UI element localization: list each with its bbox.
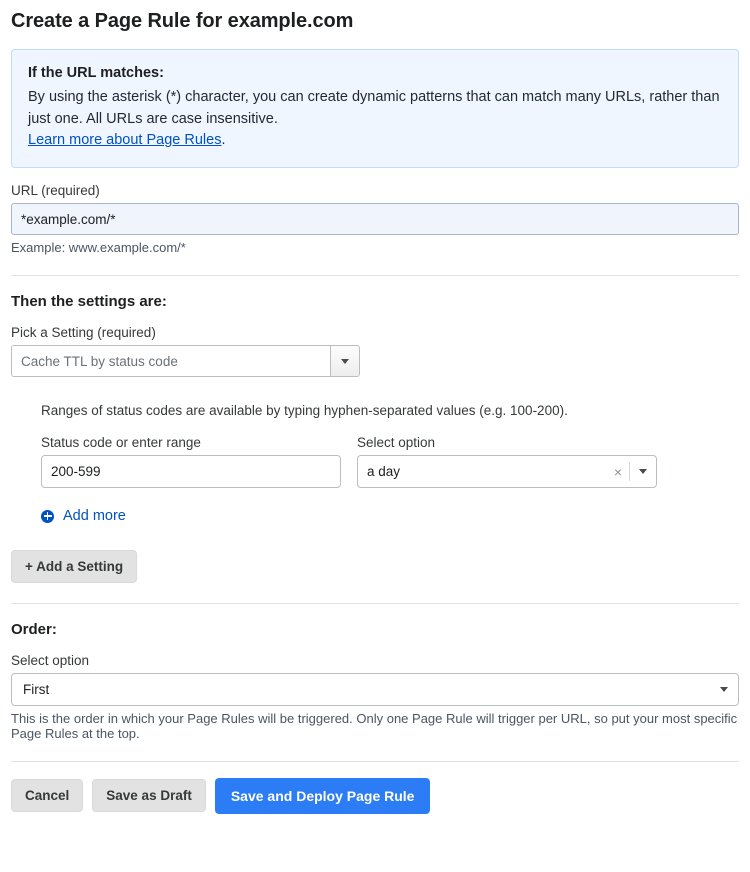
status-code-field (41, 435, 341, 488)
divider-settings (11, 275, 739, 276)
pick-setting-dropdown-button[interactable] (330, 346, 359, 376)
callout-line-1: By using the asterisk (*) character, you can create dynamic patterns that can match many URLs, (28, 88, 646, 105)
url-match-callout (11, 49, 739, 168)
status-option-row (41, 435, 739, 488)
cancel-button[interactable]: Cancel (11, 779, 83, 812)
status-code-input[interactable] (41, 455, 341, 488)
page-title: Create a Page Rule for example.com (11, 10, 354, 32)
order-help-text (11, 711, 739, 741)
add-more-button[interactable] (41, 508, 126, 524)
order-select-label: Select option (11, 652, 90, 668)
chevron-down-icon (639, 469, 647, 474)
clear-icon[interactable]: × (613, 463, 623, 480)
form-actions (11, 778, 739, 832)
ttl-option-value: a day (367, 464, 401, 479)
pick-setting-select[interactable] (11, 345, 360, 377)
status-code-label: Status code or enter range (41, 435, 201, 450)
plus-circle-icon (41, 510, 54, 523)
add-a-setting-button[interactable]: + Add a Setting (11, 550, 137, 583)
cache-ttl-settings-block (41, 403, 739, 528)
add-setting-wrap (11, 550, 739, 583)
pick-setting-label: Pick a Setting (required) (11, 325, 156, 340)
save-and-deploy-button[interactable]: Save and Deploy Page Rule (215, 778, 431, 814)
url-input[interactable] (11, 203, 739, 235)
chevron-down-icon (720, 687, 728, 692)
ttl-option-dropdown-button[interactable] (630, 469, 656, 474)
status-range-note: Ranges of status codes are available by typing hyphen-separated values (e.g. 100-200). (41, 403, 568, 418)
order-help-line-2: most specific Page Rules at the top. (11, 710, 738, 741)
url-label: URL (required) (11, 183, 100, 198)
page-rule-form (0, 10, 750, 832)
learn-more-link[interactable]: Learn more about Page Rules (28, 132, 222, 149)
add-more-label: Add more (63, 508, 126, 524)
ttl-option-label: Select option (357, 435, 436, 450)
pick-setting-value: Cache TTL by status code (12, 346, 330, 376)
order-select-value: First (23, 681, 50, 697)
callout-period: . (221, 132, 226, 149)
ttl-option-select[interactable] (357, 455, 657, 488)
order-select[interactable] (11, 673, 739, 706)
divider-footer (11, 761, 739, 762)
chevron-down-icon (341, 359, 349, 364)
order-help-line-1: This is the order in which your Page Rules will be triggered. Only one Page Rule will trigger per URL, so put your (11, 710, 659, 726)
callout-line-2: rather than just one. All URLs are case insensitive. (28, 88, 720, 127)
url-example-text: Example: www.example.com/* (11, 240, 186, 255)
divider-order (11, 603, 739, 604)
ttl-option-field (357, 435, 657, 488)
callout-title: If the URL matches: (28, 65, 164, 81)
save-as-draft-button[interactable]: Save as Draft (92, 779, 206, 812)
callout-body (28, 87, 722, 152)
order-heading: Order: (11, 620, 57, 638)
settings-heading: Then the settings are: (11, 293, 167, 310)
